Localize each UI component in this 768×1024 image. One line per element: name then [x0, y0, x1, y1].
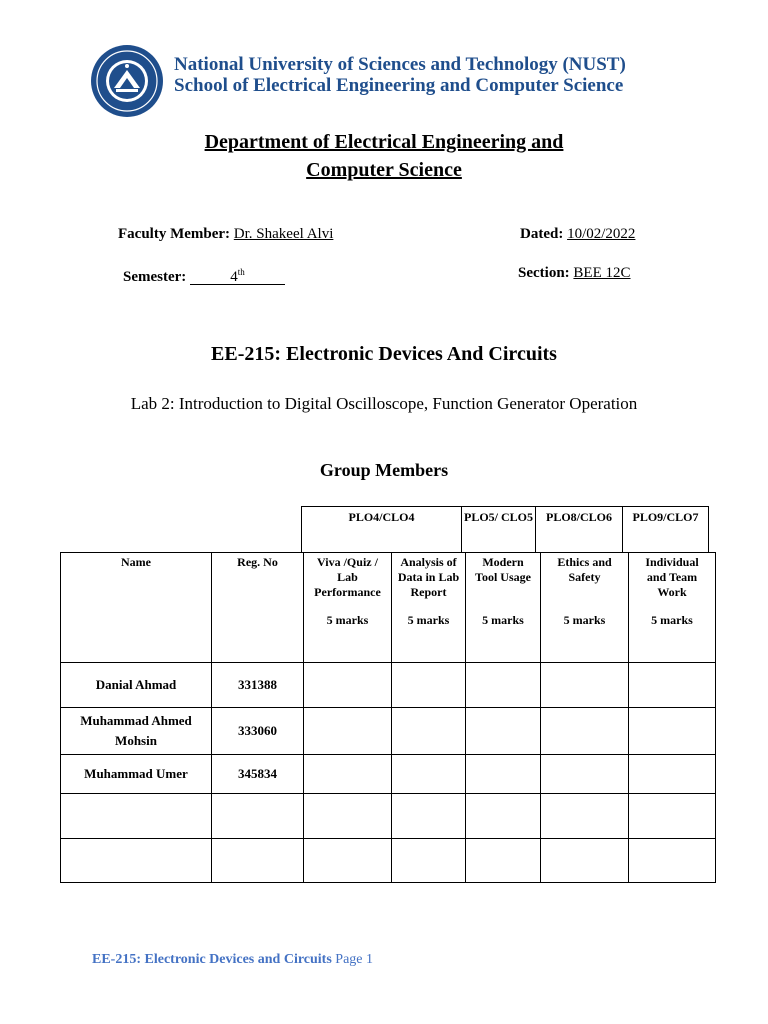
score-cell [304, 755, 392, 794]
section-label: Section: [518, 265, 570, 281]
footer-title: EE-215: Electronic Devices and Circuits [92, 952, 332, 967]
course-title: EE-215: Electronic Devices And Circuits [211, 343, 557, 365]
member-name: Muhammad Umer [61, 755, 212, 794]
score-cell [629, 839, 716, 883]
score-cell [629, 663, 716, 708]
semester-value: 4 [230, 269, 238, 285]
faculty-label: Faculty Member: [118, 226, 231, 242]
table-row [61, 839, 716, 883]
score-cell [304, 663, 392, 708]
semester-field [123, 265, 285, 286]
member-name: Muhammad Ahmed Mohsin [61, 708, 212, 755]
member-reg: 345834 [212, 755, 304, 794]
column-header-reg: Reg. No [212, 553, 304, 663]
department-title [0, 128, 768, 184]
semester-sup: th [237, 267, 245, 277]
faculty-value: Dr. Shakeel Alvi [233, 226, 334, 242]
score-cell [392, 663, 466, 708]
school-name: School of Electrical Engineering and Computer Science [174, 75, 624, 96]
plo-header-table [301, 506, 709, 553]
score-cell [629, 708, 716, 755]
table-row [61, 755, 716, 794]
department-line-2: Computer Science [306, 159, 462, 181]
score-cell [541, 755, 629, 794]
score-cell [392, 755, 466, 794]
university-name: National University of Sciences and Technology (NUST) [174, 54, 626, 75]
score-cell [304, 839, 392, 883]
column-header-analysis: Analysis of Data in Lab Report 5 marks [392, 553, 466, 663]
nust-seal-icon [90, 44, 164, 118]
column-header-modern-tool: Modern Tool Usage 5 marks [466, 553, 541, 663]
column-header-ethics: Ethics and Safety 5 marks [541, 553, 629, 663]
faculty-field [118, 226, 333, 243]
section-field [518, 265, 631, 282]
score-cell [466, 755, 541, 794]
dated-label: Dated: [520, 226, 564, 242]
member-reg: 331388 [212, 663, 304, 708]
score-cell [392, 839, 466, 883]
score-cell [466, 794, 541, 839]
score-cell [541, 663, 629, 708]
score-cell [629, 755, 716, 794]
footer-page-number: Page 1 [335, 952, 374, 967]
dated-value: 10/02/2022 [567, 226, 636, 242]
score-cell [304, 708, 392, 755]
plo-header: PLO9/CLO7 [623, 507, 709, 553]
plo-header: PLO8/CLO6 [536, 507, 623, 553]
column-header-viva: Viva /Quiz / Lab Performance 5 marks [304, 553, 392, 663]
member-name [61, 794, 212, 839]
semester-label: Semester: [123, 269, 187, 285]
score-cell [541, 794, 629, 839]
table-row [61, 663, 716, 708]
score-cell [466, 663, 541, 708]
member-reg [212, 839, 304, 883]
dated-field [520, 226, 635, 243]
plo-header: PLO4/CLO4 [302, 507, 462, 553]
table-row [61, 794, 716, 839]
table-row [61, 708, 716, 755]
column-header-name: Name [61, 553, 212, 663]
score-cell [466, 839, 541, 883]
university-header [174, 54, 626, 96]
score-cell [541, 839, 629, 883]
score-cell [629, 794, 716, 839]
score-cell [392, 794, 466, 839]
score-cell [304, 794, 392, 839]
score-cell [392, 708, 466, 755]
department-line-1: Department of Electrical Engineering and [204, 131, 564, 153]
plo-header: PLO5/ CLO5 [462, 507, 536, 553]
member-reg: 333060 [212, 708, 304, 755]
section-value: BEE 12C [573, 265, 631, 281]
lab-title: Lab 2: Introduction to Digital Oscilloscope, Function Generator Operation [130, 394, 638, 413]
member-name [61, 839, 212, 883]
group-members-table [60, 552, 716, 883]
column-header-row [61, 553, 716, 663]
member-reg [212, 794, 304, 839]
column-header-teamwork: Individual and Team Work 5 marks [629, 553, 716, 663]
group-heading: Group Members [319, 460, 449, 480]
score-cell [466, 708, 541, 755]
page-footer [92, 952, 373, 968]
semester-value-wrap [190, 265, 285, 285]
member-name: Danial Ahmad [61, 663, 212, 708]
score-cell [541, 708, 629, 755]
